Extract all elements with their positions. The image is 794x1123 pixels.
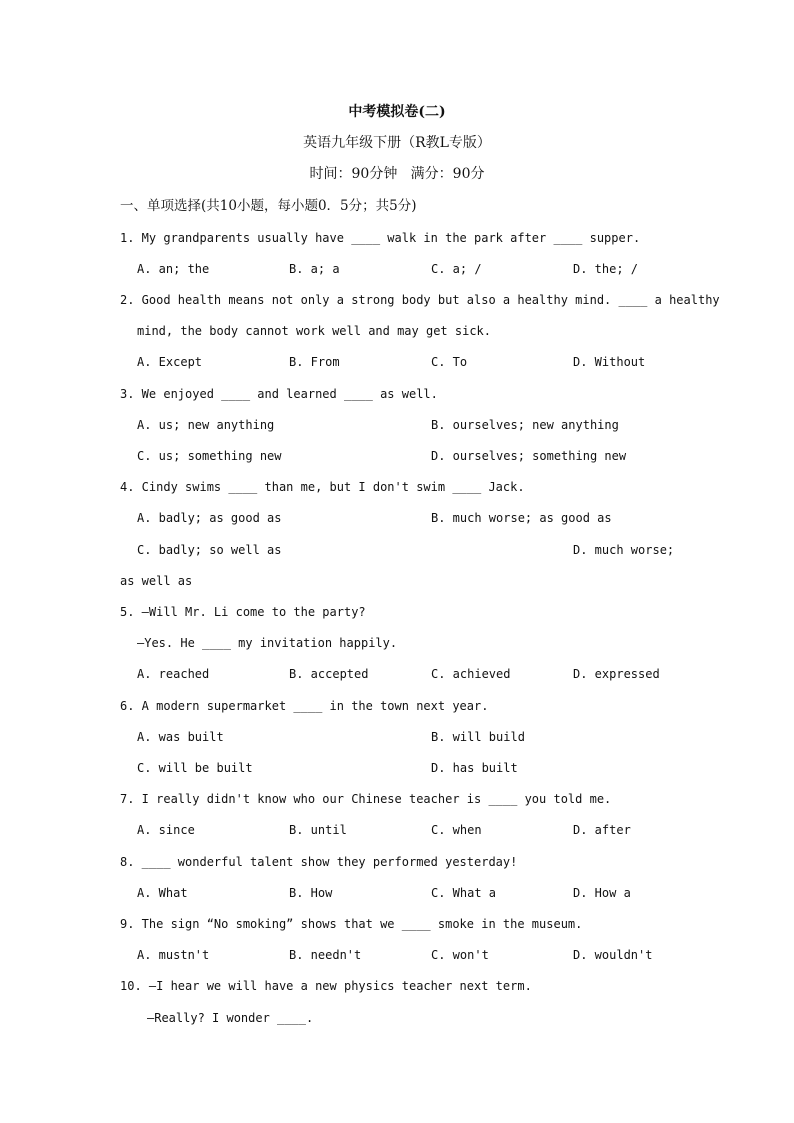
question-1-stem: 1. My grandparents usually have ____ walk in the park after ____ supper. (120, 231, 641, 245)
question-7-stem: 7. I really didn't know who our Chinese teacher is ____ you told me. (120, 792, 612, 806)
question-1-option-c: C. a; / (431, 262, 482, 276)
question-2-option-d: D. Without (573, 355, 646, 369)
question-5-option-c: C. achieved (431, 667, 511, 681)
question-1-option-d: D. the; / (573, 262, 639, 276)
question-5-option-d: D. expressed (573, 667, 660, 681)
question-5-stem-cont: —Yes. He ____ my invitation happily. (137, 636, 398, 650)
question-2-option-a: A. Except (137, 355, 203, 369)
question-5-stem: 5. —Will Mr. Li come to the party? (120, 605, 366, 619)
question-4-option-d: D. much worse; (573, 543, 675, 557)
question-8-option-d: D. How a (573, 886, 631, 900)
question-10-stem: 10. —I hear we will have a new physics teacher next term. (120, 979, 532, 993)
section-heading: 一、单项选择(共10小题，每小题0．5分；共5分) (120, 198, 417, 214)
question-4-option-a: A. badly; as good as (137, 511, 282, 525)
question-10-stem-cont: —Really? I wonder ____. (147, 1011, 314, 1025)
question-4-option-c: C. badly; so well as (137, 543, 282, 557)
question-9-stem: 9. The sign “No smoking” shows that we ____ smoke in the museum. (120, 917, 583, 931)
question-3-option-d: D. ourselves; something new (431, 449, 627, 463)
question-7-option-a: A. since (137, 823, 195, 837)
question-8-option-a: A. What (137, 886, 188, 900)
question-6-stem: 6. A modern supermarket ____ in the town next year. (120, 699, 489, 713)
exam-time-info: 时间：90分钟 满分：90分 (309, 166, 485, 182)
question-1-option-b: B. a; a (289, 262, 340, 276)
question-4-option-d-cont: as well as (120, 574, 193, 588)
question-1-option-a: A. an; the (137, 262, 210, 276)
question-5-option-a: A. reached (137, 667, 210, 681)
question-8-stem: 8. ____ wonderful talent show they performed yesterday! (120, 855, 518, 869)
question-4-stem: 4. Cindy swims ____ than me, but I don't swim ____ Jack. (120, 480, 525, 494)
question-4-option-b: B. much worse; as good as (431, 511, 612, 525)
exam-title: 中考模拟卷(二) (348, 104, 446, 120)
question-9-option-d: D. wouldn't (573, 948, 653, 962)
question-6-option-a: A. was built (137, 730, 224, 744)
question-8-option-c: C. What a (431, 886, 497, 900)
question-3-option-c: C. us; something new (137, 449, 282, 463)
question-6-option-d: D. has built (431, 761, 518, 775)
question-3-option-b: B. ourselves; new anything (431, 418, 619, 432)
question-2-stem-cont: mind, the body cannot work well and may get sick. (137, 324, 492, 338)
question-2-option-b: B. From (289, 355, 340, 369)
question-9-option-b: B. needn't (289, 948, 362, 962)
question-5-option-b: B. accepted (289, 667, 369, 681)
exam-subtitle: 英语九年级下册（R教L专版） (303, 135, 491, 151)
question-7-option-b: B. until (289, 823, 347, 837)
question-6-option-b: B. will build (431, 730, 525, 744)
question-8-option-b: B. How (289, 886, 333, 900)
question-2-option-c: C. To (431, 355, 468, 369)
question-2-stem: 2. Good health means not only a strong body but also a healthy mind. ____ a healthy (120, 293, 720, 307)
question-3-stem: 3. We enjoyed ____ and learned ____ as well. (120, 387, 438, 401)
question-7-option-d: D. after (573, 823, 631, 837)
question-6-option-c: C. will be built (137, 761, 253, 775)
question-7-option-c: C. when (431, 823, 482, 837)
question-3-option-a: A. us; new anything (137, 418, 275, 432)
question-9-option-c: C. won't (431, 948, 489, 962)
question-9-option-a: A. mustn't (137, 948, 210, 962)
